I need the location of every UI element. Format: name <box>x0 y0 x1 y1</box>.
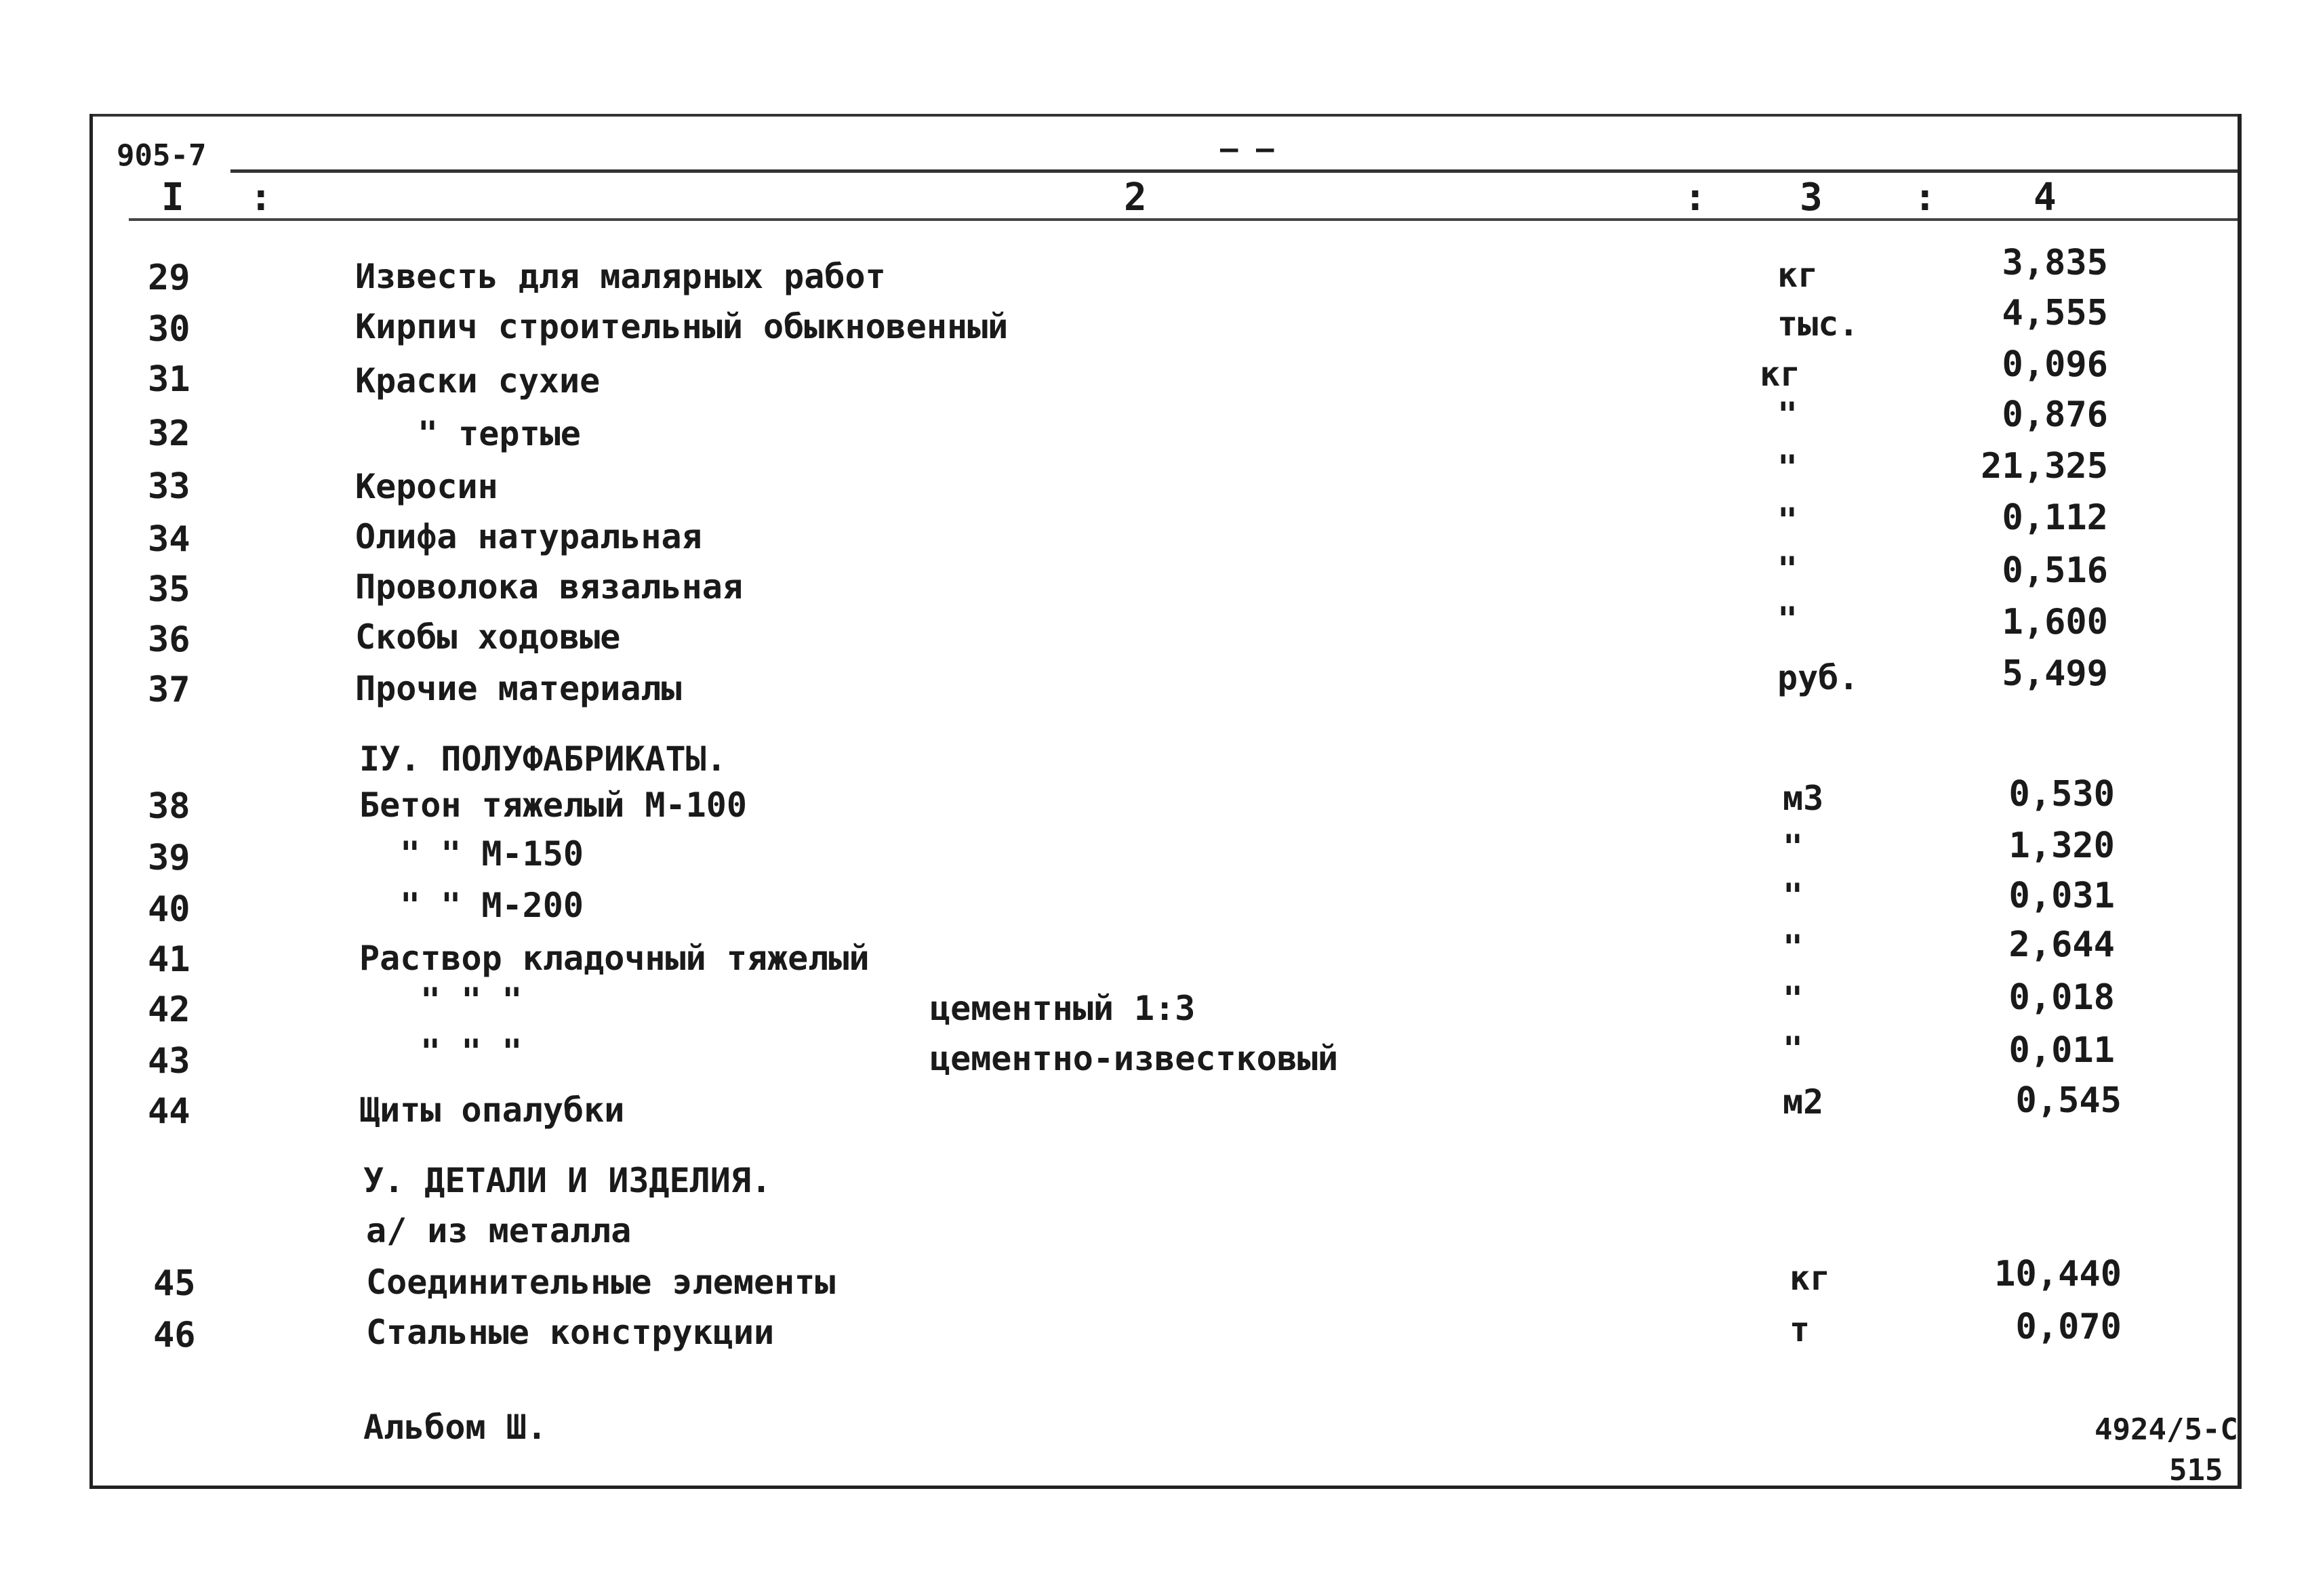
row-name: Известь для малярных работ <box>355 257 886 296</box>
row-unit: " <box>1777 448 1798 487</box>
row-name: Скобы ходовые <box>355 617 621 657</box>
row-unit: м2 <box>1783 1082 1824 1122</box>
row-name: Стальные конструкции <box>366 1313 775 1352</box>
row-name: Керосин <box>355 467 498 506</box>
row-value: 0,070 <box>2015 1307 2122 1347</box>
row-value: 1,320 <box>2008 825 2115 866</box>
section-heading-semifinished: IУ. ПОЛУФАБРИКАТЫ. <box>359 739 727 779</box>
row-extra: цементный 1:3 <box>930 989 1196 1028</box>
stamp-code: 4924/5-С <box>2095 1412 2238 1447</box>
row-value: 5,499 <box>2002 653 2108 694</box>
row-name: Прочие материалы <box>355 669 682 708</box>
row-unit: кг <box>1760 354 1801 394</box>
row-number: 41 <box>148 939 190 980</box>
row-number: 46 <box>153 1315 196 1355</box>
row-value: 0,011 <box>2008 1030 2115 1071</box>
row-value: 1,600 <box>2002 602 2108 642</box>
row-name: Бетон тяжелый М-100 <box>359 785 747 825</box>
row-value: 21,325 <box>1981 446 2108 487</box>
row-unit: " <box>1783 1029 1804 1069</box>
row-unit: " <box>1777 550 1798 589</box>
row-name: " " М-150 <box>400 834 584 874</box>
row-number: 40 <box>148 889 190 930</box>
row-value: 0,112 <box>2002 497 2108 538</box>
header-colon-3: : <box>1914 176 1937 220</box>
row-number: 42 <box>148 989 190 1030</box>
row-name: Щиты опалубки <box>359 1090 625 1130</box>
row-unit: " <box>1777 395 1798 434</box>
row-value: 4,555 <box>2002 293 2108 333</box>
row-number: 33 <box>148 466 190 507</box>
row-unit: " <box>1777 501 1798 540</box>
row-name: Раствор кладочный тяжелый <box>359 939 870 978</box>
row-value: 0,530 <box>2008 774 2115 815</box>
row-unit: " <box>1783 827 1804 867</box>
row-unit: кг <box>1789 1259 1831 1298</box>
row-unit: м3 <box>1783 779 1824 818</box>
row-number: 31 <box>148 359 190 400</box>
row-unit: руб. <box>1777 658 1859 697</box>
header-col-4: 4 <box>2034 176 2057 220</box>
row-name: " " " <box>420 1032 523 1071</box>
row-unit: кг <box>1777 255 1819 295</box>
row-unit: " <box>1777 600 1798 639</box>
subsection-metal: а/ из металла <box>366 1211 632 1250</box>
row-number: 44 <box>148 1091 190 1132</box>
row-unit: " <box>1783 928 1804 967</box>
row-value: 0,876 <box>2002 394 2108 435</box>
row-name: Соединительные элементы <box>366 1263 836 1302</box>
row-name: Олифа натуральная <box>355 517 702 556</box>
row-unit: " <box>1783 876 1804 916</box>
header-colon-2: : <box>1684 176 1707 220</box>
header-colon-1: : <box>249 176 272 220</box>
row-number: 37 <box>148 670 190 710</box>
row-name: Проволока вязальная <box>355 567 743 607</box>
stamp-page: 515 <box>2169 1453 2223 1488</box>
row-number: 45 <box>153 1263 196 1304</box>
row-number: 35 <box>148 569 190 610</box>
header-col-2: 2 <box>1124 176 1147 220</box>
row-value: 0,018 <box>2008 977 2115 1018</box>
row-name: Кирпич строительный обыкновенный <box>355 307 1009 346</box>
row-number: 29 <box>148 258 190 298</box>
row-number: 36 <box>148 619 190 660</box>
row-value: 3,835 <box>2002 243 2108 283</box>
row-value: 0,031 <box>2008 876 2115 916</box>
row-value: 0,096 <box>2002 344 2108 385</box>
row-value: 2,644 <box>2008 924 2115 965</box>
row-name: " " М-200 <box>400 886 584 925</box>
row-value: 0,516 <box>2002 550 2108 591</box>
album-label: Альбом Ш. <box>363 1408 547 1447</box>
row-unit: т <box>1789 1310 1811 1349</box>
top-marks: – – <box>1220 131 1274 166</box>
header-col-3: 3 <box>1800 176 1823 220</box>
row-number: 34 <box>148 519 190 560</box>
row-name: " " " <box>420 981 523 1020</box>
row-unit: " <box>1783 979 1804 1019</box>
row-name: " тертые <box>418 414 581 453</box>
document-code: 905-7 <box>117 138 207 173</box>
row-number: 32 <box>148 413 190 454</box>
row-number: 38 <box>148 786 190 827</box>
row-name: Краски сухие <box>355 361 601 401</box>
row-number: 30 <box>148 309 190 350</box>
row-value: 0,545 <box>2015 1080 2122 1121</box>
row-value: 10,440 <box>1994 1254 2122 1294</box>
section-heading-parts: У. ДЕТАЛИ И ИЗДЕЛИЯ. <box>363 1161 772 1200</box>
row-number: 39 <box>148 838 190 878</box>
header-col-1: I <box>161 176 184 220</box>
row-unit: тыс. <box>1777 304 1859 344</box>
row-extra: цементно-известковый <box>930 1039 1339 1078</box>
row-number: 43 <box>148 1041 190 1082</box>
